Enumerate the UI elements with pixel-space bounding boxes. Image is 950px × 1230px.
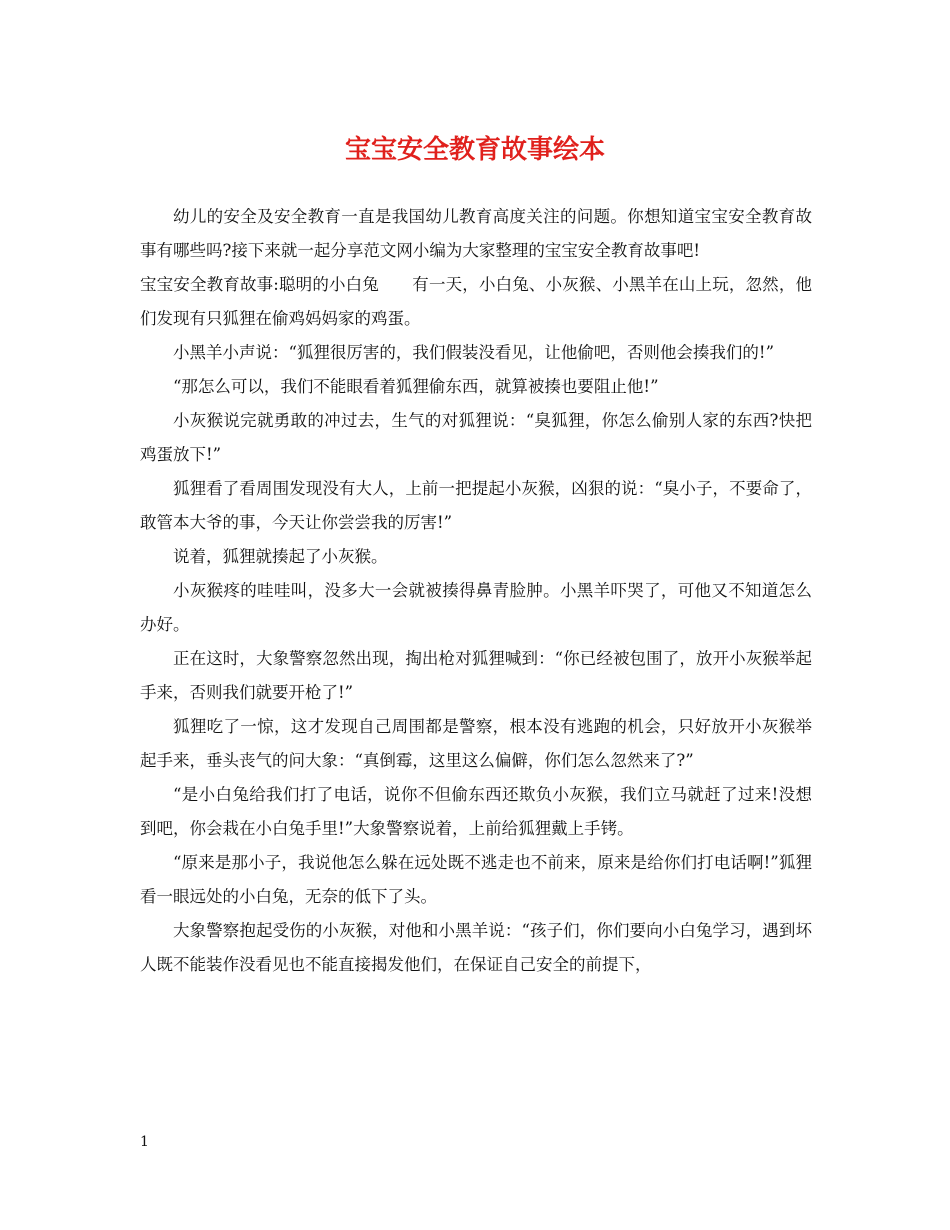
page-number: 1 (140, 1134, 149, 1150)
document-title: 宝宝安全教育故事绘本 (344, 135, 605, 165)
paragraph-story-heading: 宝宝安全教育故事:聪明的小白兔 有一天，小白兔、小灰猴、小黑羊在山上玩，忽然，他们发现有只狐狸在偷鸡妈妈家的鸡蛋。 (140, 275, 812, 328)
paragraph: 狐狸看了看周围发现没有大人，上前一把提起小灰猴，凶狠的说：“臭小子，不要命了，敢管本大爷的事，今天让你尝尝我的厉害!” (140, 479, 812, 532)
paragraph: 说着，狐狸就揍起了小灰猴。 (173, 547, 388, 566)
paragraph: “原来是那小子，我说他怎么躲在远处既不逃走也不前来，原来是给你们打电话啊!”狐狸看一眼远处的小白兔，无奈的低下了头。 (140, 853, 812, 906)
paragraph: 小灰猴疼的哇哇叫，没多大一会就被揍得鼻青脸肿。小黑羊吓哭了，可他又不知道怎么办好。 (140, 581, 812, 634)
paragraph: 大象警察抱起受伤的小灰猴，对他和小黑羊说：“孩子们，你们要向小白兔学习，遇到坏人既不能装作没看见也不能直接揭发他们，在保证自己安全的前提下， (140, 921, 812, 974)
paragraph: 小灰猴说完就勇敢的冲过去，生气的对狐狸说：“臭狐狸，你怎么偷别人家的东西?快把鸡蛋放下!” (140, 411, 812, 464)
paragraph: “那怎么可以，我们不能眼看着狐狸偷东西，就算被揍也要阻止他!” (173, 377, 659, 396)
paragraph: 小黑羊小声说：“狐狸很厉害的，我们假装没看见，让他偷吧，否则他会揍我们的!” (173, 343, 775, 362)
paragraph: 狐狸吃了一惊，这才发现自己周围都是警察，根本没有逃跑的机会，只好放开小灰猴举起手来，垂头丧气的问大象：“真倒霉，这里这么偏僻，你们怎么忽然来了?” (140, 717, 812, 770)
document-body (140, 200, 812, 982)
paragraph: 正在这时，大象警察忽然出现，掏出枪对狐狸喊到：“你已经被包围了，放开小灰猴举起手来，否则我们就要开枪了!” (140, 649, 812, 702)
paragraph: “是小白兔给我们打了电话，说你不但偷东西还欺负小灰猴，我们立马就赶了过来!没想到吧，你会栽在小白兔手里!”大象警察说着，上前给狐狸戴上手铐。 (140, 785, 812, 838)
paragraph-intro: 幼儿的安全及安全教育一直是我国幼儿教育高度关注的问题。你想知道宝宝安全教育故事有哪些吗?接下来就一起分享范文网小编为大家整理的宝宝安全教育故事吧! (140, 207, 812, 260)
